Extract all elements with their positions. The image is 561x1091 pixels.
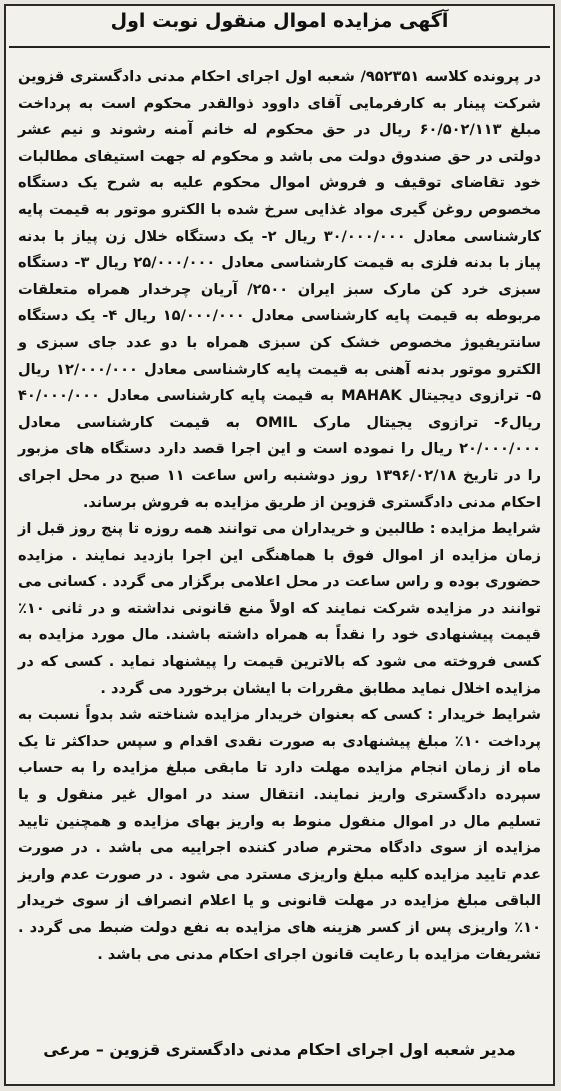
notice-title: آگهی مزایده اموال منقول نوبت اول xyxy=(110,10,449,32)
buyer-conditions-paragraph: شرایط خریدار : کسی که بعنوان خریدار مزایده شناخته شد بدواً نسبت به پرداخت ۱۰٪ مبلغ پیشنهادی به صورت نقدی اقدام و سپس حداکثر تا یک ماه از زمان انجام مزایده مهلت دارد تا مابقی مبلغ مزایده را به حساب سپرده دادگستری واریز نمایند. انتقال سند در اموال غیر منقول و یا تسلیم مال در اموال منقول منوط به واریز بهای مزایده و همچنین تایید مزایده از سوی دادگاه محترم صادر کننده اجراییه می باشد . در صورت عدم تایید مزایده کلیه مبلغ واریزی مسترد می شود . در صورت عدم واریز الباقی مبلغ مزایده در مهلت قانونی و یا اعلام انصراف از سوی خریدار ۱۰٪ واریزی پس از کسر هزینه های مزایده به نفع دولت ضبط می گردد . تشریفات مزایده با رعایت قانون اجرای احکام مدنی می باشد . xyxy=(18,706,541,963)
notice-sheet xyxy=(4,4,555,1086)
notice-body xyxy=(18,64,541,968)
title-divider xyxy=(9,46,550,48)
case-paragraph: در پرونده کلاسه ۹۵۲۳۵۱/ شعبه اول اجرای احکام مدنی دادگستری قزوین شرکت پینار به کارفرمایی آقای داوود ذوالقدر محکوم است به پرداخت مبلغ ۶۰/۵۰۲/۱۱۳ ریال در حق محکوم له خانم آمنه رشوند و نیم عشر دولتی در حق صندوق دولت می باشد و محکوم له جهت استیفای مطالبات خود تقاضای توقیف و فروش اموال محکوم علیه به شرح یک دستگاه مخصوص روغن گیری مواد غذایی سرخ شده با الکترو موتور به قیمت پایه کارشناسی معادل ۳۰/۰۰۰/۰۰۰ ریال ۲- یک دستگاه خلال زن پیاز با بدنه پیاز با بدنه فلزی به قیمت کارشناسی معادل ۲۵/۰۰۰/۰۰۰ ریال ۳- دستگاه سبزی خرد کن مارک سبز ایران ۲۵۰۰/ آریان چرخدار همراه متعلقات مربوطه به قیمت پایه کارشناسی معادل ۱۵/۰۰۰/۰۰۰ ریال ۴- یک دستگاه سانتریفیوژ مخصوص خشک کن سبزی همراه با دو عدد جای سبزی و الکترو موتور بدنه آهنی به قیمت پایه کارشناسی معادل ۱۲/۰۰۰/۰۰۰ ریال ۵- ترازوی دیجیتال MAHAK به قیمت پایه کارشناسی معادل ۴۰/۰۰۰/۰۰۰ ریال۶- ترازوی یجیتال مارک OMIL به قیمت کارشناسی معادل ۲۰/۰۰۰/۰۰۰ ریال را نموده است و این اجرا قصد دارد دستگاه های مزبور را در تاریخ ۱۳۹۶/۰۲/۱۸ روز دوشنبه راس ساعت ۱۱ صبح در محل اجرای احکام مدنی دادگستری قزوین از طریق مزایده به فروش برساند. xyxy=(18,68,542,511)
auction-conditions-paragraph: شرایط مزایده : طالبین و خریداران می توانند همه روزه تا پنج روز قبل از زمان مزایده از اموال فوق با هماهنگی این اجرا بازدید نمایند . مزایده حضوری بوده و راس ساعت در محل اعلامی برگزار می گردد . کسانی می توانند در مزایده شرکت نمایند که اولاً منع قانونی نداشته و در ثانی ۱۰٪ قیمت پیشنهادی خود را نقداً به همراه داشته باشند. مال مورد مزایده به کسی فروخته می شود که بالاترین قیمت را پیشنهاد نماید . کسی که در مزایده اخلال نماید مطابق مقررات با ایشان برخورد می گردد . xyxy=(18,520,541,697)
signature-line: مدیر شعبه اول اجرای احکام مدنی دادگستری قزوین – مرعی xyxy=(43,1040,516,1059)
